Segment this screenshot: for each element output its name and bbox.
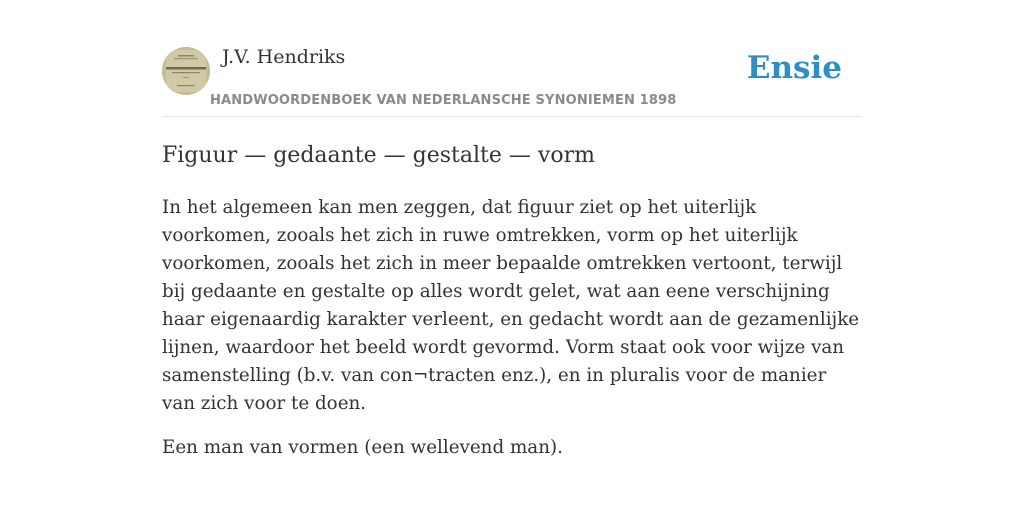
- entry-body: [162, 194, 862, 462]
- source-title[interactable]: HANDWOORDENBOEK VAN NEDERLANSCHE SYNONIEMEN 1898: [210, 93, 677, 108]
- ensie-logo[interactable]: Ensie: [746, 50, 842, 86]
- book-cover-thumbnail-icon[interactable]: [162, 47, 210, 95]
- author-name[interactable]: J.V. Hendriks: [222, 46, 346, 68]
- entry-paragraph: Een man van vormen (een wellevend man).: [162, 437, 563, 458]
- entry-header: [162, 44, 862, 117]
- entry-paragraph: In het algemeen kan men zeggen, dat figuur ziet op het uiterlijk voorkomen, zooals het zich in ruwe omtrekken, vorm op het uiterlijk voorkomen, zooals het zich in meer bepaalde omtrekken vertoont, terwijl bij gedaante en gestalte op alles wordt gelet, wat aan eene verschijning haar eigenaardig karakter verleent, en gedacht wordt aan de gezamenlijke lijnen, waardoor het beeld wordt gevormd. Vorm staat ook voor wijze van samenstelling (b.v. van con¬tracten enz.), en in pluralis voor de manier van zich voor te doen.: [162, 197, 860, 414]
- entry-title: Figuur — gedaante — gestalte — vorm: [162, 143, 595, 168]
- entry-card: [162, 44, 862, 478]
